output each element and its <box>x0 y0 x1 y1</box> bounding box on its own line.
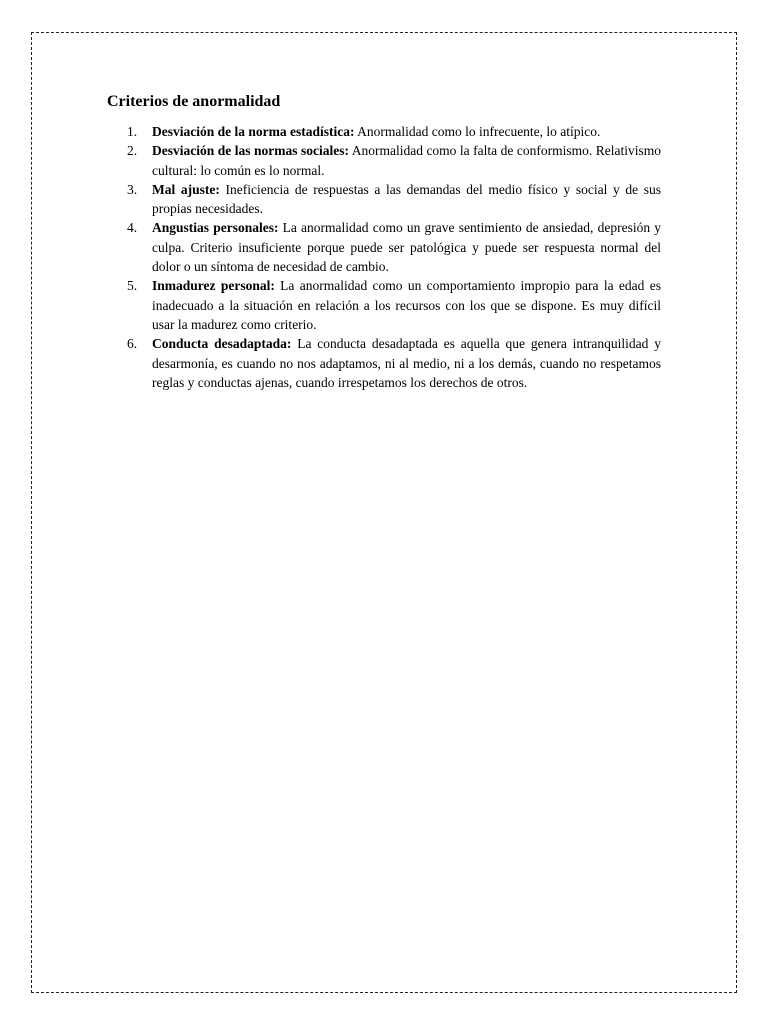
list-item-term: Inmadurez personal: <box>152 278 275 294</box>
list-item-number: 2. <box>127 143 138 159</box>
list-item <box>107 141 661 180</box>
list-item <box>107 122 661 141</box>
list-item <box>107 218 661 276</box>
document-body <box>107 92 661 392</box>
list-item-text: Ineficiencia de respuestas a las demandas del medio físico y social y de sus propias necesidades. <box>152 181 662 217</box>
list-item-number: 1. <box>127 124 138 139</box>
list-item-number: 4. <box>127 220 138 236</box>
list-item <box>107 334 661 392</box>
list-item-text: La anormalidad como un grave sentimiento de ansiedad, depresión y culpa. Criterio insuficiente porque puede ser patológica y puede ser respuesta normal del dolor o un síntoma de necesidad de cambio. <box>152 220 661 275</box>
criteria-list <box>107 122 661 392</box>
list-item-text: La conducta desadaptada es aquella que genera intranquilidad y desarmonía, es cuando no nos adaptamos, ni al medio, ni a los demás, cuando no respetamos reglas y conductas ajenas, cuando irrespetamos los derechos de otros. <box>152 336 661 390</box>
list-item-number: 3. <box>127 181 138 197</box>
list-item-number: 6. <box>127 336 138 352</box>
list-item-text: Anormalidad como lo infrecuente, lo atípico. <box>354 124 601 139</box>
list-item-term: Desviación de las normas sociales: <box>152 143 349 159</box>
list-item-text: Anormalidad como la falta de conformismo. Relativismo cultural: lo común es lo normal. <box>152 143 661 178</box>
list-item-term: Mal ajuste: <box>152 181 220 197</box>
list-item-term: Desviación de la norma estadística: <box>152 124 355 139</box>
page-title: Criterios de anormalidad <box>107 93 281 110</box>
list-item <box>107 180 661 219</box>
list-item-text: La anormalidad como un comportamiento impropio para la edad es inadecuado a la situación en relación a los recursos con los que se dispone. Es muy difícil usar la madurez como criterio. <box>152 278 661 332</box>
list-item-term: Angustias personales: <box>152 220 279 236</box>
list-item-term: Conducta desadaptada: <box>152 336 292 352</box>
list-item <box>107 276 661 334</box>
list-item-number: 5. <box>127 278 138 294</box>
